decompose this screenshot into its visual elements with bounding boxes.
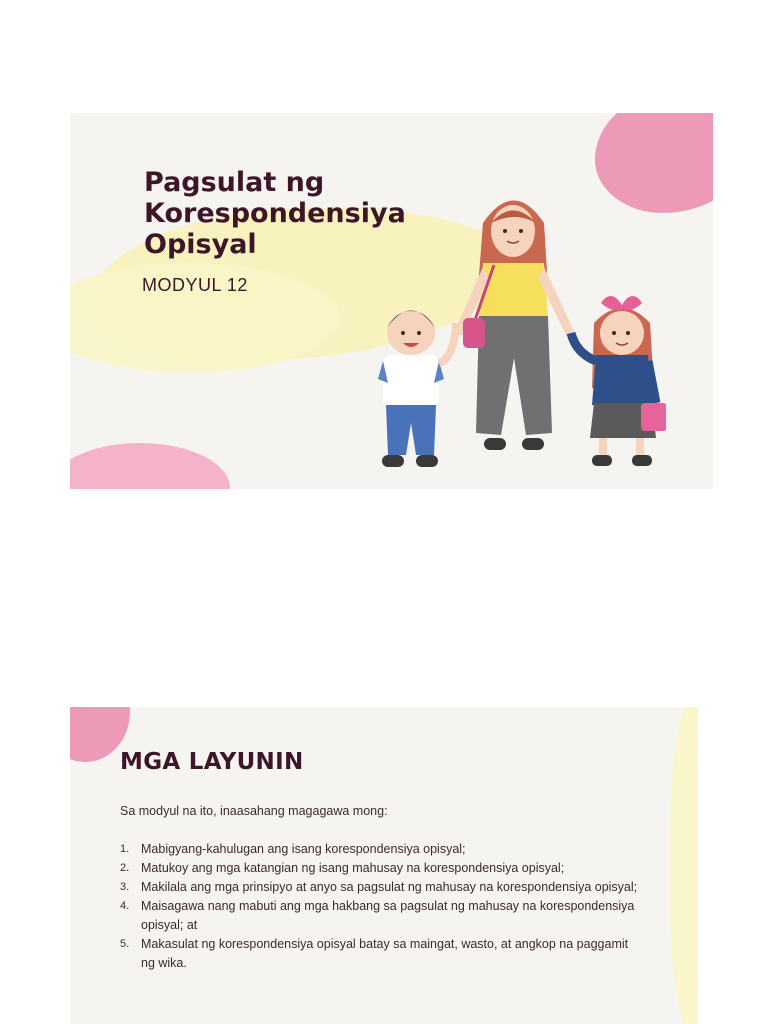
objectives-heading: MGA LAYUNIN <box>120 749 304 775</box>
list-item-number: 4. <box>120 900 130 912</box>
yellow-paint-stroke-right <box>670 707 698 1024</box>
list-item-text: Makasulat ng korespondensiya opisyal batay sa maingat, wasto, at angkop na paggamit ng wika. <box>141 937 629 970</box>
list-item <box>120 859 640 878</box>
list-item-text: Matukoy ang mga katangian ng isang mahusay na korespondensiya opisyal; <box>141 861 565 875</box>
objectives-slide <box>70 707 698 1024</box>
list-item-number: 2. <box>120 862 130 874</box>
boy-figure <box>378 311 456 468</box>
list-item-number: 5. <box>120 938 130 950</box>
list-item <box>120 935 640 973</box>
list-item <box>120 878 640 897</box>
mother-figure <box>454 201 574 451</box>
objectives-list <box>120 840 640 973</box>
title-slide <box>70 113 713 489</box>
list-item <box>120 897 640 935</box>
module-subtitle: MODYUL 12 <box>142 275 248 295</box>
girl-figure <box>571 296 666 466</box>
list-item-text: Maisagawa nang mabuti ang mga hakbang sa pagsulat ng mahusay na korespondensiya opisyal; at <box>141 899 635 932</box>
title-line-3: Opisyal <box>144 229 257 260</box>
list-item-text: Makilala ang mga prinsipyo at anyo sa pagsulat ng mahusay na korespondensiya opisyal; <box>141 880 638 894</box>
title-line-1: Pagsulat ng <box>144 167 325 198</box>
list-item-text: Mabigyang-kahulugan ang isang korespondensiya opisyal; <box>141 842 466 856</box>
mother-with-two-children-illustration <box>366 183 666 483</box>
list-item <box>120 840 640 859</box>
list-item-number: 3. <box>120 881 130 893</box>
title-line-2: Korespondensiya <box>144 198 406 229</box>
list-item-number: 1. <box>120 843 130 855</box>
objectives-intro: Sa modyul na ito, inaasahang magagawa mong: <box>120 804 388 818</box>
pink-paint-blob-bottom-left <box>70 443 230 489</box>
